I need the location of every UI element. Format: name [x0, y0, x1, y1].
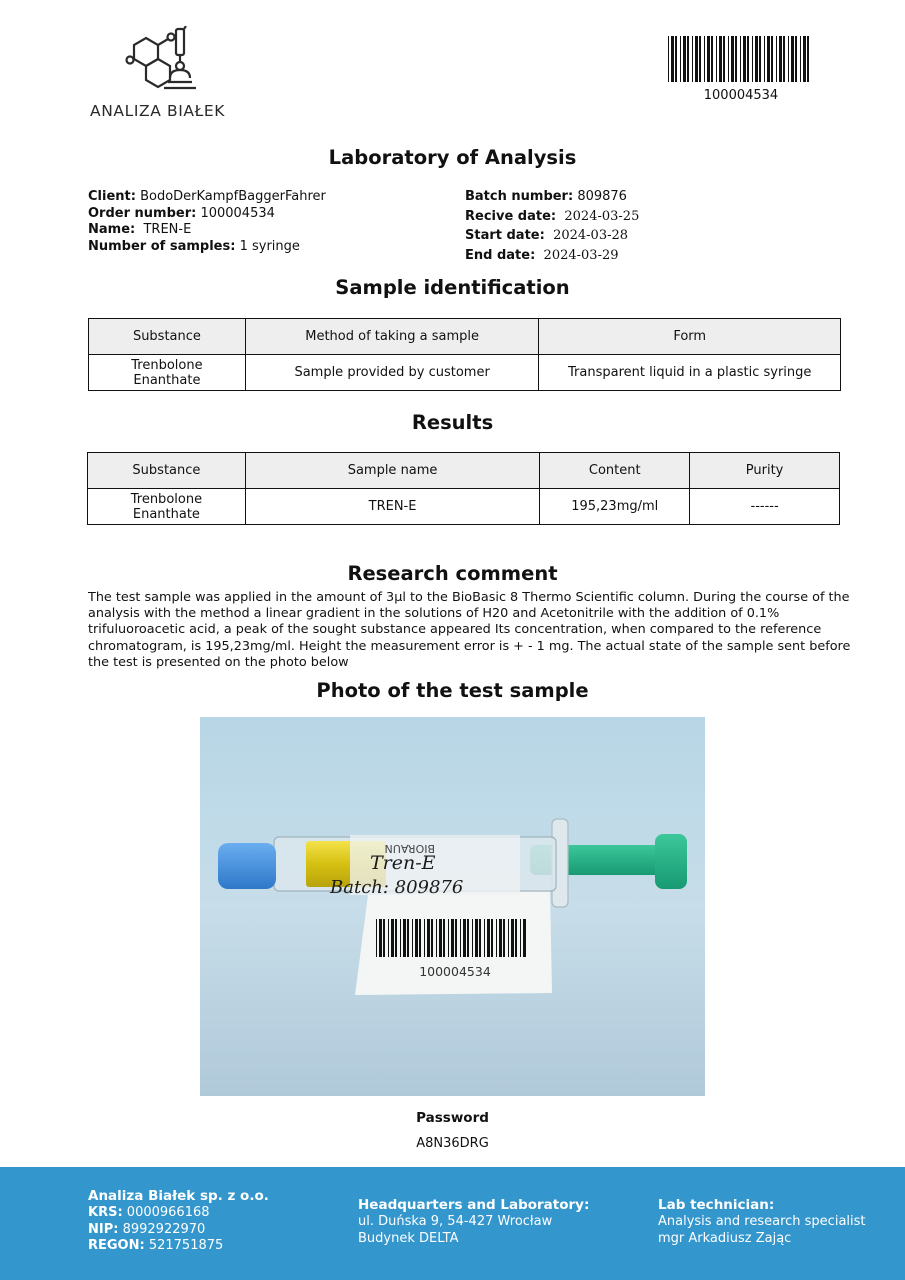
barcode [668, 36, 814, 82]
footer-technician [658, 1197, 866, 1247]
end-date-value: 2024-03-29 [543, 247, 619, 263]
logo-text: ANALIZA BIAŁEK [90, 102, 226, 120]
research-comment-text: The test sample was applied in the amount of 3µl to the BioBasic 8 Thermo Scientific column. During the course of the analysis with the method a linear gradient in the solutions of H20 and Acetonitrile with the addition of 0.1% trifuluoroacetic acid, a peak of the sought substance appeared Its concentration, when compared to the reference chromatogram, is 195,23mg/ml. Height the measurement error is + - 1 mg. The actual state of the sample sent before the test is presented on the photo below [88, 590, 851, 670]
company-logo [88, 24, 248, 124]
receive-date-label: Recive date: [465, 208, 557, 224]
batch-row [465, 187, 639, 207]
krs-label: KRS: [88, 1204, 123, 1220]
client-row [88, 189, 326, 206]
tech-role: Analysis and research specialist [658, 1213, 866, 1229]
table-cell: TREN-E [245, 489, 539, 525]
table-row [89, 355, 841, 391]
order-number-label: Order number: [88, 205, 197, 221]
end-date-row [465, 246, 639, 266]
table-row [88, 489, 840, 525]
tech-title: Lab technician: [658, 1197, 775, 1213]
sample-photo [200, 717, 705, 1096]
hq-building: Budynek DELTA [358, 1230, 459, 1246]
company-name: Analiza Białek sp. z o.o. [88, 1188, 269, 1204]
hq-title: Headquarters and Laboratory: [358, 1197, 590, 1213]
krs-value: 0000966168 [126, 1204, 210, 1220]
password-label: Password [416, 1110, 489, 1126]
order-number-value: 100004534 [200, 205, 275, 221]
barcode-number: 100004534 [703, 88, 779, 103]
regon-value: 521751875 [148, 1238, 224, 1254]
table-header-cell: Method of taking a sample [245, 319, 539, 355]
batch-label: Batch number: [465, 189, 574, 204]
page-title: Laboratory of Analysis [328, 146, 577, 169]
order-number-row [88, 206, 326, 223]
samples-row [88, 239, 326, 256]
table-header-cell: Substance [88, 453, 246, 489]
start-date-row [465, 226, 639, 246]
table-header-cell: Sample name [245, 453, 539, 489]
krs-row [88, 1205, 269, 1222]
client-label: Client: [88, 189, 136, 204]
samples-value: 1 syringe [239, 238, 300, 254]
regon-row [88, 1238, 269, 1255]
table-cell: Transparent liquid in a plastic syringe [539, 355, 841, 391]
photo-barcode-number: 100004534 [419, 964, 491, 979]
molecule-microscope-icon [124, 26, 210, 98]
receive-date-value: 2024-03-25 [564, 208, 640, 224]
results-heading: Results [411, 411, 494, 434]
table-header-cell: Substance [89, 319, 246, 355]
results-table [87, 452, 840, 525]
photo-label-name: Tren-E [370, 852, 436, 874]
table-header-cell: Form [539, 319, 841, 355]
table-cell: Trenbolone Enanthate [89, 355, 246, 391]
syringe-photo-image [200, 717, 705, 1096]
regon-label: REGON: [88, 1238, 145, 1254]
client-value: BodoDerKampfBaggerFahrer [140, 189, 326, 204]
table-header-cell: Purity [690, 453, 840, 489]
table-cell: Sample provided by customer [245, 355, 539, 391]
footer-company [88, 1188, 269, 1255]
table-cell: ------ [690, 489, 840, 525]
photo-label-batch: Batch: 809876 [330, 877, 464, 898]
hq-address: ul. Duńska 9, 54-427 Wrocław [358, 1213, 553, 1229]
sample-identification-heading: Sample identification [335, 276, 570, 299]
start-date-label: Start date: [465, 228, 545, 243]
table-header-row [88, 453, 840, 489]
password-value: A8N36DRG [416, 1136, 489, 1151]
photo-label-brand: BIORAUN [384, 842, 435, 855]
table-cell: 195,23mg/ml [540, 489, 690, 525]
nip-value: 8992922970 [122, 1221, 206, 1237]
sample-identification-table [88, 318, 841, 391]
research-comment-heading: Research comment [347, 562, 558, 585]
tech-name: mgr Arkadiusz Zając [658, 1230, 792, 1246]
table-header-cell: Content [540, 453, 690, 489]
name-row [88, 222, 326, 239]
nip-row [88, 1222, 269, 1239]
name-value: TREN-E [143, 222, 192, 237]
photo-heading: Photo of the test sample [316, 679, 589, 702]
batch-value: 809876 [577, 189, 627, 204]
start-date-value: 2024-03-28 [553, 228, 629, 243]
footer [0, 1167, 905, 1280]
name-label: Name: [88, 222, 136, 237]
table-header-row [89, 319, 841, 355]
nip-label: NIP: [88, 1221, 119, 1237]
receive-date-row [465, 207, 639, 227]
order-info-left [88, 189, 326, 255]
footer-headquarters [358, 1197, 589, 1247]
table-cell: Trenbolone Enanthate [88, 489, 246, 525]
samples-label: Number of samples: [88, 238, 236, 254]
end-date-label: End date: [465, 247, 536, 263]
order-info-right [465, 187, 639, 265]
